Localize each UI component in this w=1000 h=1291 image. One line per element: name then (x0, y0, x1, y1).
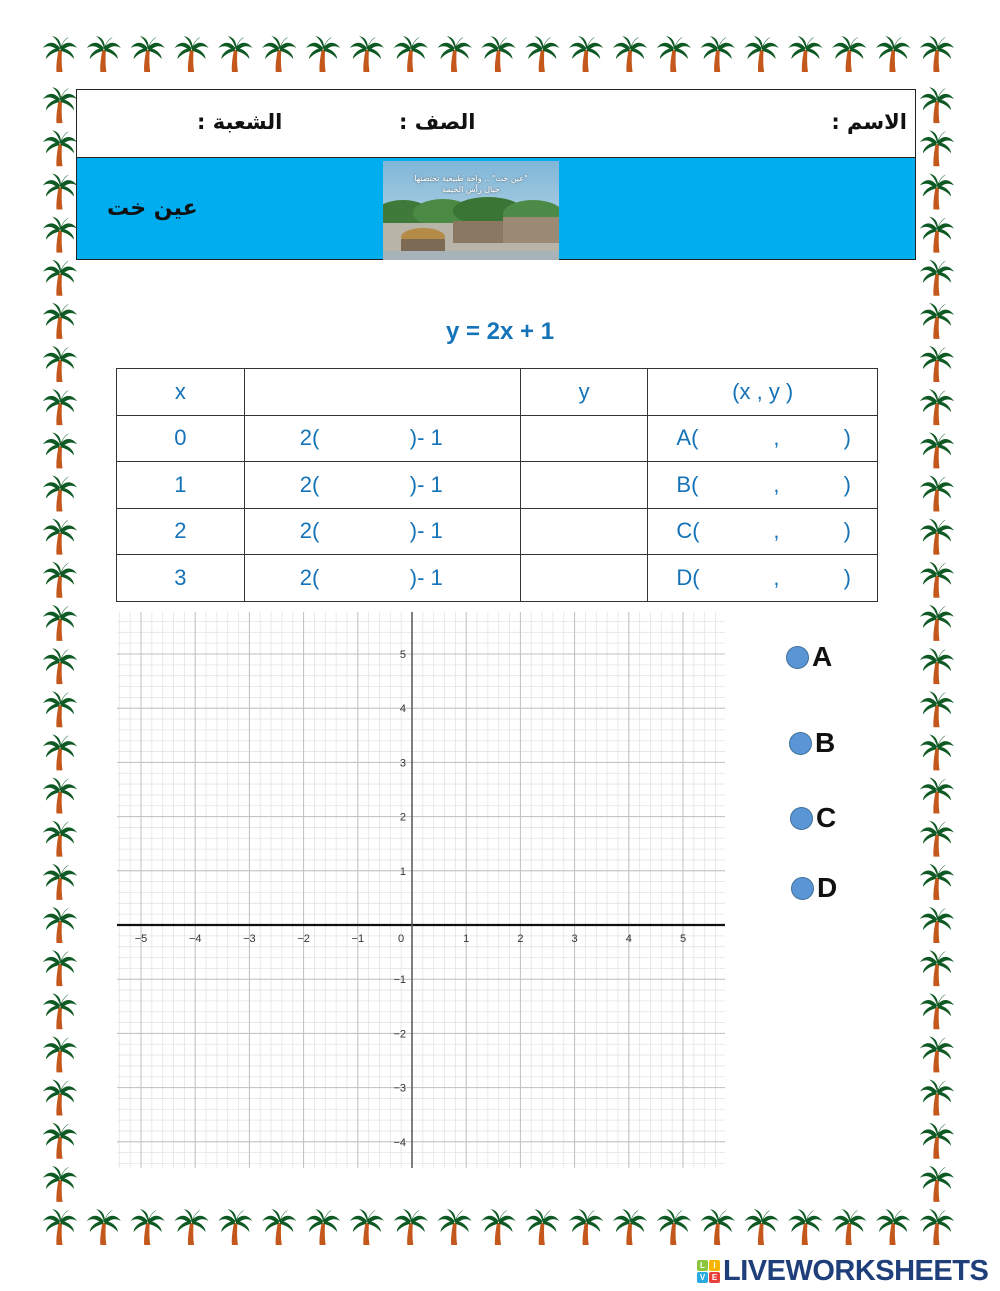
svg-text:−1: −1 (393, 974, 406, 987)
expression-cell[interactable] (244, 462, 520, 509)
liveworksheets-logo[interactable] (697, 1255, 988, 1288)
expression-cell[interactable] (244, 415, 520, 462)
point-letter: C (816, 802, 837, 833)
point-close: ) (843, 564, 851, 590)
point-close: ) (843, 425, 851, 451)
point-label: D( (676, 564, 700, 590)
y-answer-cell[interactable] (520, 508, 648, 555)
svg-text:−3: −3 (243, 933, 256, 945)
point-cell[interactable] (648, 462, 878, 509)
point-comma: , (773, 518, 780, 544)
svg-text:−2: −2 (297, 933, 310, 945)
draggable-point-c[interactable] (790, 802, 836, 834)
expr-right: )- 1 (409, 425, 443, 451)
logo-tile: I (709, 1260, 720, 1271)
point-label: B( (676, 471, 699, 497)
expr-left: 2( (299, 518, 320, 544)
topic-title: عين خت (107, 196, 198, 221)
svg-text:5: 5 (679, 933, 687, 945)
point-letter: D (817, 872, 838, 903)
point-letter: B (815, 727, 836, 758)
svg-text:1: 1 (399, 865, 406, 878)
svg-text:3: 3 (399, 757, 406, 770)
point-comma: , (773, 471, 780, 497)
equation-title: y = 2x + 1 (445, 318, 555, 345)
draggable-point-a[interactable] (786, 641, 832, 673)
topic-banner (77, 158, 915, 259)
expression-cell[interactable] (244, 555, 520, 602)
oasis-photo (383, 161, 559, 260)
table-row (117, 555, 878, 602)
student-info-row (77, 90, 915, 158)
x-value: 0 (117, 415, 245, 462)
point-letter: A (812, 641, 833, 672)
expression-cell[interactable] (244, 508, 520, 555)
header-expression (244, 369, 520, 416)
expr-right: )- 1 (409, 564, 443, 590)
svg-text:4: 4 (625, 933, 632, 945)
svg-text:2: 2 (399, 811, 406, 824)
worksheet-header (76, 89, 916, 260)
class-label: الصف : (399, 110, 476, 134)
logo-tile: V (697, 1272, 708, 1283)
x-value: 3 (117, 555, 245, 602)
logo-tile: L (697, 1260, 708, 1271)
header-point: (x , y ) (648, 369, 878, 416)
header-y: y (520, 369, 648, 416)
svg-text:5: 5 (399, 649, 406, 661)
svg-text:−4: −4 (393, 1136, 406, 1149)
x-value: 1 (117, 462, 245, 509)
svg-text:−4: −4 (188, 933, 202, 945)
svg-text:1: 1 (463, 933, 470, 945)
point-cell[interactable] (648, 508, 878, 555)
photo-caption-line2: جبال رأس الخيمة (442, 185, 500, 194)
svg-text:2: 2 (517, 933, 524, 945)
expr-right: )- 1 (409, 518, 443, 544)
expr-right: )- 1 (409, 471, 443, 497)
table-row (117, 508, 878, 555)
y-answer-cell[interactable] (520, 555, 648, 602)
point-dot-icon[interactable] (791, 877, 814, 900)
point-label: A( (676, 425, 699, 451)
y-answer-cell[interactable] (520, 462, 648, 509)
point-comma: , (773, 564, 780, 590)
point-label: C( (676, 518, 700, 544)
svg-text:−5: −5 (134, 933, 148, 945)
expr-left: 2( (299, 564, 320, 590)
point-comma: , (773, 425, 780, 451)
section-label: الشعبة : (197, 110, 283, 134)
svg-text:−3: −3 (393, 1082, 406, 1095)
x-value: 2 (117, 508, 245, 555)
svg-text:4: 4 (399, 703, 406, 716)
table-row (117, 415, 878, 462)
svg-text:−1: −1 (351, 933, 365, 945)
point-dot-icon[interactable] (786, 646, 809, 669)
point-close: ) (843, 471, 851, 497)
draggable-point-d[interactable] (791, 872, 837, 904)
point-close: ) (843, 518, 851, 544)
photo-caption (383, 173, 559, 195)
coordinate-grid[interactable] (117, 612, 725, 1168)
logo-tile: E (709, 1272, 720, 1283)
logo-text: LIVEWORKSHEETS (723, 1255, 989, 1287)
point-cell[interactable] (648, 555, 878, 602)
svg-text:3: 3 (571, 933, 578, 945)
point-cell[interactable] (648, 415, 878, 462)
svg-text:−2: −2 (393, 1028, 406, 1041)
name-label: الاسم : (831, 110, 907, 134)
values-table (116, 368, 878, 602)
point-dot-icon[interactable] (789, 732, 812, 755)
expr-left: 2( (299, 471, 320, 497)
expr-left: 2( (299, 425, 320, 451)
table-header-row (117, 369, 878, 416)
header-x: x (117, 369, 245, 416)
photo-caption-line1: "عين خت" .. واحة طبيعية تحتضنها (414, 174, 528, 183)
y-answer-cell[interactable] (520, 415, 648, 462)
table-row (117, 462, 878, 509)
point-dot-icon[interactable] (790, 807, 813, 830)
draggable-point-b[interactable] (789, 727, 835, 759)
logo-tiles-icon (697, 1260, 720, 1283)
svg-text:0: 0 (397, 933, 405, 945)
